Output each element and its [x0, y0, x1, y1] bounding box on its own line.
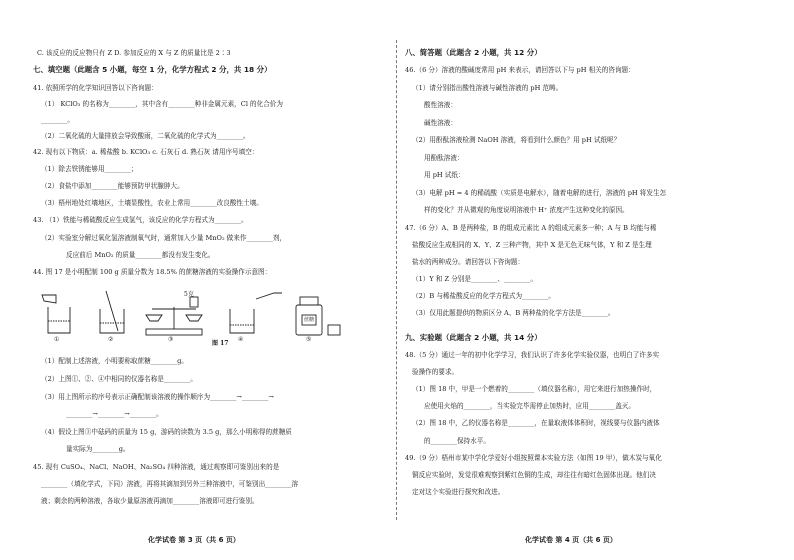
text-line: （3）梧州地处红壤地区，土壤显酸性，农业上常用________改良酸性土壤。	[41, 199, 263, 207]
text-line: 41. 依照所学的化学知识回答以下咨询题：	[33, 84, 158, 92]
step-4-beaker	[230, 293, 282, 333]
text-line: 量实际为________g。	[66, 445, 130, 453]
text-line: 验操作的要求。	[412, 368, 459, 376]
text-line: 的________保持水平。	[424, 437, 490, 445]
text-line: 42. 现有以下物质：a. 稀盐酸 b. KClO₃ c. 石灰石 d. 熟石灰 请用序号填空：	[33, 148, 259, 156]
text-line: （1）配制上述溶液，小明要称取蔗糖________g。	[41, 357, 188, 365]
figure-label-3: ③	[168, 336, 174, 343]
text-line: 44. 图 17 是小明配制 100 g 质量分数为 18.5% 的蔗糖溶液的实验操作示意图：	[33, 268, 272, 276]
page-4	[397, 0, 794, 560]
text-line: （2）用酚酞溶液检测 NaOH 溶液，将看到什么颜色？用 pH 试纸呢？	[412, 136, 621, 144]
text-line: 48.（5 分）通过一年的初中化学学习，我们认识了许多化学实验仪器，也明白了许多实	[405, 351, 660, 359]
jar-label: 蔗糖	[304, 317, 315, 323]
text-line: （1）请分别指出酸性溶液与碱性溶液的 pH 范畴。	[412, 84, 563, 92]
text-line: 47.（6 分）A、B 是两种盐，B 的组成元素比 A 的组成元素多一种；A 与 B 均能与稀	[405, 224, 657, 232]
figure-17	[34, 285, 364, 345]
text-line: （1） KClO₃ 的名称为________，其中含有________种非金属元素，Cl 的化合价为	[41, 100, 283, 108]
text-line: （2）食盐中添加________能够预防甲状腺肿大。	[41, 182, 184, 190]
text-line: 定对这个实验进行探究和改进。	[412, 488, 505, 496]
text-line: （2）实验室分解过氧化氢溶液制氧气时，通常加入少量 MnO₂ 做来作________剂，	[41, 234, 287, 242]
text-line: 49.（9 分）梧州市某中学化学爱好小组按照课本实验方法（如图 19 甲），做木炭与氧化	[405, 454, 662, 462]
text-line: ________（填化学式，下同）溶液，再将其滴加到另外三种溶液中，可鉴别出________溶	[41, 480, 299, 488]
step-3-balance	[146, 297, 202, 335]
figure-caption: 图 17	[212, 340, 229, 347]
text-line: （2）二氧化硫的大量排放会导致酸雨，二氧化硫的化学式为________。	[41, 132, 250, 140]
page-3-footer: 化学试卷 第 3 页（共 6 页）	[148, 536, 240, 544]
text-line: （3）用上图所示的序号表示正确配制该溶液的操作顺序为________→________→	[41, 393, 274, 401]
text-line: （3）电解 pH = 4 的稀硫酸（实质是电解水），随着电解的进行，溶液的 pH 将发生怎	[412, 189, 667, 197]
text-line: 样的变化？并从微观的角度说明溶液中 H⁺ 浓度产生这种变化的原因。	[424, 206, 629, 214]
text-line: 用 pH 试纸：	[424, 171, 465, 179]
step-5-jar	[296, 297, 340, 335]
text-line: 酸性溶液：	[424, 101, 457, 109]
page-4-footer: 化学试卷 第 4 页（共 6 页）	[525, 536, 617, 544]
text-line: 应使用火焰的________，当实验完毕需停止加热时，应用________盖灭。	[424, 402, 635, 410]
figure-label-1: ①	[54, 336, 60, 343]
text-line: 45. 现有 CuSO₄、NaCl、NaOH、Na₂SO₄ 四种溶液，通过观察即可鉴别出来的是	[33, 463, 280, 471]
text-line: 碱性溶液：	[424, 119, 457, 127]
text-line: （2）B 与稀盐酸反应的化学方程式为________。	[412, 292, 556, 300]
text-line: ________。	[41, 116, 74, 124]
step-2-stirring	[100, 291, 124, 333]
text-line: （2）图 18 中，乙的仪器名称是________，在量取液体体积时，视线要与仪器内液体	[412, 419, 660, 427]
text-line: （4）假设上图③中砝码的质量为 15 g，游码的读数为 3.5 g，那么小明称得的蔗糖质	[41, 428, 292, 436]
text-line: ________→________→________。	[66, 410, 163, 418]
step-1-beaker	[42, 295, 70, 333]
figure-label-4: ④	[238, 336, 244, 343]
figure-label-5: ⑤	[306, 336, 312, 343]
text-line: 反应前后 MnO₂ 的质量________都没有发生变化。	[66, 251, 215, 259]
text-line: （1）除去铁锈能够用________；	[41, 165, 138, 173]
text-line: C. 该反应的反应物只有 Z D. 参加反应的 X 与 Z 的质量比是 2∶3	[37, 49, 231, 57]
text-line: （1）图 18 中，甲是一个燃着的________（填仪器名称），用它来进行加热操作时，	[412, 385, 657, 393]
text-line: 用酚酞溶液：	[424, 154, 464, 162]
text-line: （2）上图①、②、④中相同的仪器名称是________。	[41, 375, 197, 383]
text-line: 盐水的两种成分。请回答以下咨询题：	[412, 258, 525, 266]
text-line: 46.（6 分）溶液的酸碱度常用 pH 来表示，请回答以下与 pH 相关的咨询题：	[405, 66, 635, 74]
text-line: （1）Y 和 Z 分别是________、________。	[412, 275, 537, 283]
text-line: 43. （1）铁能与稀硫酸反应生成氢气，该反应的化学方程式为________。	[33, 216, 248, 224]
text-line: 铜反应实验时，发觉很难观察到紫红色铜的生成，却往往有暗红色固体出现。他们决	[412, 471, 656, 479]
lab-operation-diagram	[34, 285, 364, 345]
text-line: 盐酸反应生成相同的 X、Y、Z 三种产物，其中 X 是无色无味气体，Y 和 Z 是生理	[412, 241, 652, 249]
text-line: 液；剩余的两种溶液，各取少量原溶液再滴加________溶液即可进行鉴别。	[41, 497, 259, 505]
section-heading: 九、实验题（此题含 2 小题，共 14 分）	[405, 333, 542, 342]
text-line: （3）仅用此题提供的物质区分 A、B 两种盐的化学方法是________。	[412, 309, 615, 317]
section-heading: 七、填空题（此题含 5 小题，每空 1 分，化学方程式 2 分，共 18 分）	[33, 65, 272, 74]
section-heading: 八、简答题（此题含 2 小题，共 12 分）	[405, 48, 542, 57]
balance-weight-tag: 5克	[184, 291, 194, 298]
figure-label-2: ②	[108, 336, 114, 343]
